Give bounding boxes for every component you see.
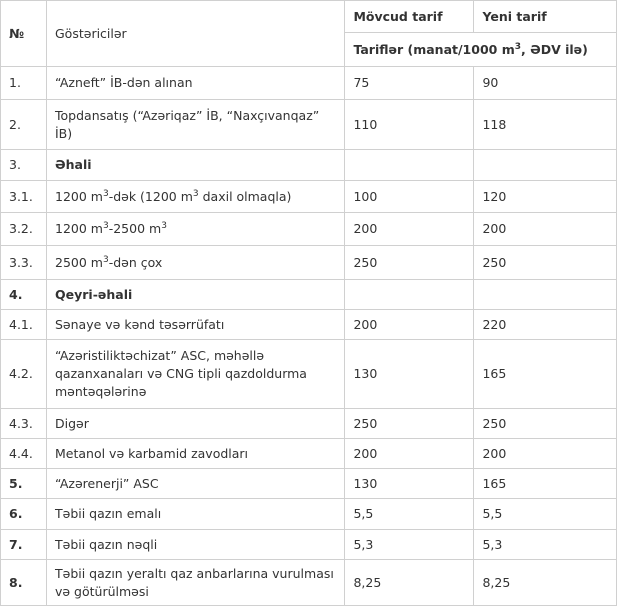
row-label: “Azəristiliktəchizat” ASC, məhəllə qazanxanaları və CNG tipli qazdoldurma məntəqələrinə [47, 340, 345, 409]
table-row [1, 530, 617, 560]
row-num: 3.3. [1, 246, 47, 280]
row-current [345, 280, 474, 310]
row-num: 4.3. [1, 409, 47, 439]
row-current: 100 [345, 181, 474, 213]
row-current: 250 [345, 409, 474, 439]
table-row [1, 409, 617, 439]
row-num: 4.2. [1, 340, 47, 409]
row-label: Topdansatış (“Azəriqaz” İB, “Naxçıvanqaz” İB) [47, 100, 345, 150]
row-label: 1200 $m^3-2500$ $m^3$ [47, 213, 345, 246]
row-num: 4.1. [1, 310, 47, 340]
table-row [1, 280, 617, 310]
row-current: 5,5 [345, 499, 474, 530]
row-num: 7. [1, 530, 47, 560]
row-new: 250 [474, 409, 617, 439]
table-row [1, 100, 617, 150]
row-new: 200 [474, 213, 617, 246]
table-row [1, 181, 617, 213]
row-current: 75 [345, 67, 474, 100]
row-new: 200 [474, 439, 617, 469]
row-num: 3.2. [1, 213, 47, 246]
row-new: 90 [474, 67, 617, 100]
row-current: 200 [345, 310, 474, 340]
row-num: 3. [1, 150, 47, 181]
row-num: 3.1. [1, 181, 47, 213]
table-row [1, 246, 617, 280]
row-current: 130 [345, 469, 474, 499]
header-row [1, 1, 617, 33]
row-num: 1. [1, 67, 47, 100]
row-num: 2. [1, 100, 47, 150]
row-label: Qeyri-əhali [47, 280, 345, 310]
row-label: Təbii qazın yeraltı qaz anbarlarına vurulması və götürülməsi [47, 560, 345, 606]
row-new: 250 [474, 246, 617, 280]
row-new: 118 [474, 100, 617, 150]
table-row [1, 310, 617, 340]
row-label: Sənaye və kənd təsərrüfatı [47, 310, 345, 340]
table-row [1, 213, 617, 246]
row-new [474, 280, 617, 310]
row-label: “Azneft” İB-dən alınan [47, 67, 345, 100]
row-new: 220 [474, 310, 617, 340]
row-current: 200 [345, 439, 474, 469]
header-current: Mövcud tarif [345, 1, 474, 33]
header-num: № [1, 1, 47, 67]
row-num: 6. [1, 499, 47, 530]
row-label: Təbii qazın nəqli [47, 530, 345, 560]
row-current: 110 [345, 100, 474, 150]
row-current: 8,25 [345, 560, 474, 606]
header-units: Tariflər (manat/1000 $m^3$, ƏDV ilə) [345, 33, 617, 67]
row-num: 5. [1, 469, 47, 499]
table-row [1, 150, 617, 181]
table-row [1, 439, 617, 469]
header-indicators: Göstəricilər [47, 1, 345, 67]
table-row [1, 67, 617, 100]
row-current: 200 [345, 213, 474, 246]
table-row [1, 499, 617, 530]
row-new: 165 [474, 469, 617, 499]
table-row [1, 560, 617, 606]
row-label: Digər [47, 409, 345, 439]
row-num: 4. [1, 280, 47, 310]
row-num: 4.4. [1, 439, 47, 469]
row-new: 165 [474, 340, 617, 409]
row-current: 5,3 [345, 530, 474, 560]
row-label: 2500 $m^3$-dən çox [47, 246, 345, 280]
row-current: 250 [345, 246, 474, 280]
row-label: “Azərenerji” ASC [47, 469, 345, 499]
row-new: 120 [474, 181, 617, 213]
row-label: 1200 $m^3$-dək (1200 $m^3$ daxil olmaqla) [47, 181, 345, 213]
row-new: 5,5 [474, 499, 617, 530]
row-new [474, 150, 617, 181]
table-row [1, 340, 617, 409]
table-row [1, 469, 617, 499]
row-new: 8,25 [474, 560, 617, 606]
row-current: 130 [345, 340, 474, 409]
row-label: Əhali [47, 150, 345, 181]
row-label: Metanol və karbamid zavodları [47, 439, 345, 469]
header-new: Yeni tarif [474, 1, 617, 33]
row-current [345, 150, 474, 181]
row-label: Təbii qazın emalı [47, 499, 345, 530]
row-num: 8. [1, 560, 47, 606]
row-new: 5,3 [474, 530, 617, 560]
